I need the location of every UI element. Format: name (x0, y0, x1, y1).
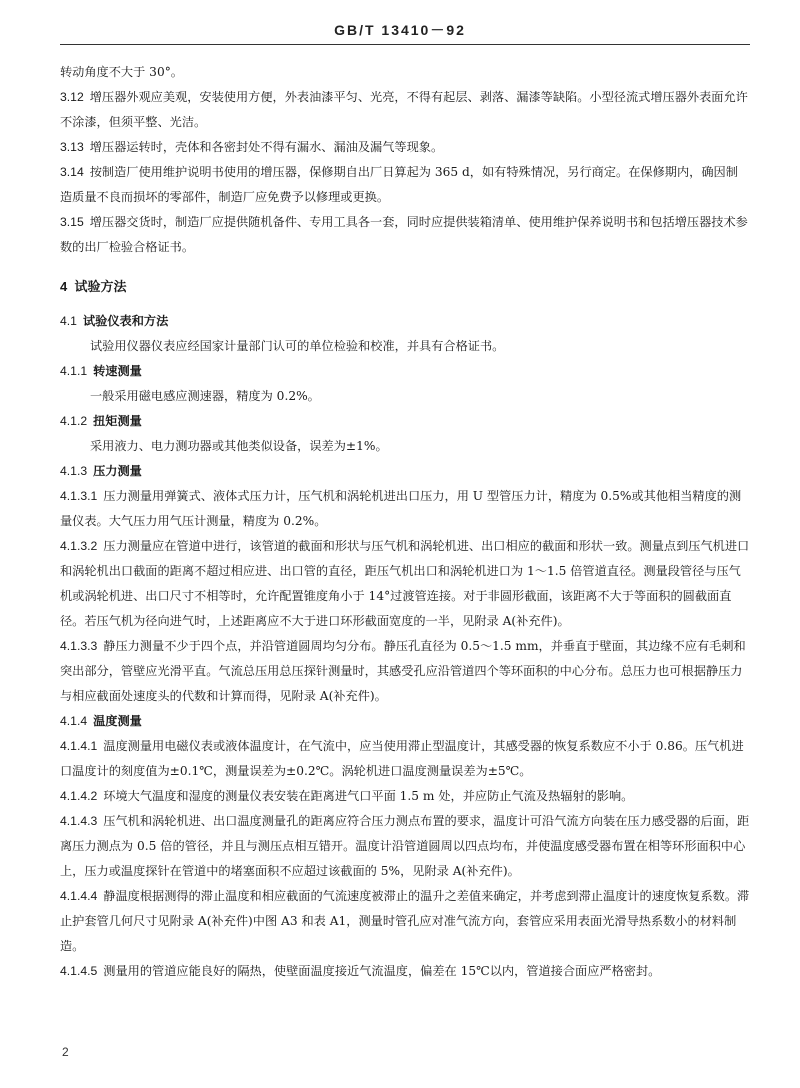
paragraph-text: 静温度根据测得的滞止温度和相应截面的气流速度被滞止的温升之差值来确定，并考虑到滞止温度计的速度恢复系数。滞止护套管几何尺寸见附录 A(补充件)中图 A3 和表 A1，测量时管孔应对准气流方向，套管应采用表面光滑导热系数小的材料制造。 (60, 889, 750, 953)
clause-number: 3.12 (60, 90, 84, 104)
clause-number: 4.1.3.1 (60, 489, 98, 503)
clause-number: 4.1 (60, 314, 77, 328)
paragraph-text: 压力测量应在管道中进行，该管道的截面和形状与压气机和涡轮机进、出口相应的截面和形状一致。测量点到压气机进口和涡轮机出口截面的距离不超过相应进、出口管的直径，距压气机出口和涡轮机进口为 1～1.5 倍管道直径。测量段管径与压气机或涡轮机进、出口尺寸不相等时，允许配置锥度角小于 14°过渡管连接。对于非圆形截面，该距离不大于等面积的圆截面直径。若压气机为径向进气时，上述距离应不大于进口环形截面宽度的一半，见附录 A(补充件)。 (60, 539, 750, 628)
clause-4-1-2 (60, 409, 750, 434)
paragraph-text: 测量用的管道应能良好的隔热，使壁面温度接近气流温度，偏差在 15℃以内，管道接合面应严格密封。 (103, 964, 661, 978)
section-heading (60, 274, 750, 299)
clause-number: 4.1.4.2 (60, 789, 98, 803)
section-title-text: 试验方法 (74, 279, 127, 294)
clause-number: 4.1.3.2 (60, 539, 98, 553)
clause-body (60, 434, 750, 459)
clause-number: 4.1.1 (60, 364, 88, 378)
clause-body (60, 334, 750, 359)
clause-4-1-3-3 (60, 634, 750, 709)
paragraph-text: 转动角度不大于 30°。 (60, 65, 183, 79)
clause-4-1-4-1 (60, 734, 750, 784)
page-number: 2 (62, 1045, 69, 1059)
clause-number: 3.15 (60, 215, 84, 229)
paragraph-text: 按制造厂使用维护说明书使用的增压器，保修期自出厂日算起为 365 d，如有特殊情况，另行商定。在保修期内，确因制造质量不良而损坏的零部件，制造厂应免费予以修理或更换。 (60, 165, 738, 204)
paragraph-text: 静压力测量不少于四个点，并沿管道圆周均匀分布。静压孔直径为 0.5～1.5 mm，并垂直于壁面，其边缘不应有毛刺和突出部分，管壁应光滑平直。气流总压用总压探针测量时，其感受孔应沿管道四个等环面积的中心分布。总压力也可根据静压力与相应截面处速度头的代数和计算而得，见附录 A(补充件)。 (60, 639, 746, 703)
paragraph-text: 增压器外观应美观，安装使用方便，外表油漆平匀、光亮，不得有起层、剥落、漏漆等缺陷。小型径流式增压器外表面允许不涂漆，但须平整、光洁。 (60, 90, 748, 129)
clause-number: 4.1.3.3 (60, 639, 98, 653)
clause-label: 试验仪表和方法 (82, 314, 169, 328)
paragraph-text: 压气机和涡轮机进、出口温度测量孔的距离应符合压力测点布置的要求，温度计可沿气流方向装在压力感受器的后面，距离压力测点为 0.5 倍的管径，并且与测压点相互错开。温度计沿管道圆周以四点均布，并使温度感受器布置在相等环形面积中心上，压力或温度探针在管道中的堵塞面积不应超过该截面的 5%，见附录 A(补充件)。 (60, 814, 750, 878)
clause-4-1-4 (60, 709, 750, 734)
clause-4-1-3-1 (60, 484, 750, 534)
document-body (60, 60, 750, 984)
clause-4-1-4-2 (60, 784, 750, 809)
clause-4-1-1 (60, 359, 750, 384)
paragraph-continuation (60, 60, 750, 85)
clause-4-1-3-2 (60, 534, 750, 634)
header-rule (60, 44, 750, 45)
clause-label: 转速测量 (93, 364, 142, 378)
clause-number: 4.1.4.1 (60, 739, 98, 753)
clause-3-14 (60, 160, 750, 210)
clause-number: 4.1.4.3 (60, 814, 98, 828)
clause-label: 温度测量 (93, 714, 142, 728)
clause-number: 3.14 (60, 165, 84, 179)
section-number: 4 (60, 279, 68, 294)
clause-label: 压力测量 (93, 464, 142, 478)
clause-4-1-3 (60, 459, 750, 484)
paragraph-text: 温度测量用电磁仪表或液体温度计，在气流中，应当使用滞止型温度计，其感受器的恢复系数应不小于 0.86。压气机进口温度计的刻度值为±0.1℃，测量误差为±0.2℃。涡轮机进口温度测量误差为±5℃。 (60, 739, 744, 778)
clause-number: 4.1.4.4 (60, 889, 98, 903)
clause-4-1-4-4 (60, 884, 750, 959)
clause-4-1-4-5 (60, 959, 750, 984)
standard-header: GB/T 13410－92 (334, 22, 466, 38)
clause-body (60, 384, 750, 409)
clause-number: 4.1.3 (60, 464, 88, 478)
paragraph-text: 增压器运转时，壳体和各密封处不得有漏水、漏油及漏气等现象。 (89, 140, 444, 154)
clause-number: 4.1.4.5 (60, 964, 98, 978)
clause-number: 4.1.4 (60, 714, 88, 728)
paragraph-text: 一般采用磁电感应测速器，精度为 0.2%。 (90, 389, 320, 403)
clause-label: 扭矩测量 (93, 414, 142, 428)
paragraph-text: 增压器交货时，制造厂应提供随机备件、专用工具各一套，同时应提供装箱清单、使用维护保养说明书和包括增压器技术参数的出厂检验合格证书。 (60, 215, 748, 254)
clause-3-15 (60, 210, 750, 260)
clause-4-1 (60, 309, 750, 334)
clause-4-1-4-3 (60, 809, 750, 884)
clause-3-13 (60, 135, 750, 160)
paragraph-text: 压力测量用弹簧式、液体式压力计，压气机和涡轮机进出口压力，用 U 型管压力计，精度为 0.5%或其他相当精度的测量仪表。大气压力用气压计测量，精度为 0.2%。 (60, 489, 742, 528)
clause-number: 4.1.2 (60, 414, 88, 428)
clause-3-12 (60, 85, 750, 135)
paragraph-text: 采用液力、电力测功器或其他类似设备，误差为±1%。 (90, 439, 388, 453)
paragraph-text: 环境大气温度和湿度的测量仪表安装在距离进气口平面 1.5 m 处，并应防止气流及热辐射的影响。 (103, 789, 634, 803)
clause-number: 3.13 (60, 140, 84, 154)
paragraph-text: 试验用仪器仪表应经国家计量部门认可的单位检验和校准，并具有合格证书。 (90, 339, 505, 353)
